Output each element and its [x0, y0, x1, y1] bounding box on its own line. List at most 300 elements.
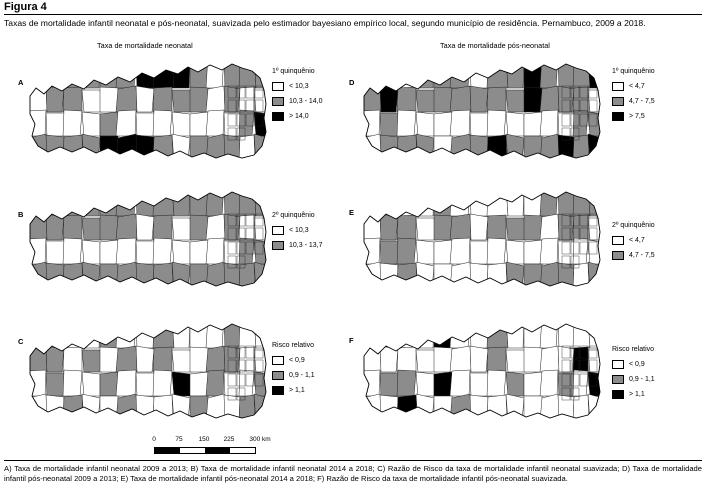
- municipality-cell: [450, 370, 470, 396]
- legend-label: > 14,0: [289, 112, 309, 120]
- municipality-cell: [82, 134, 100, 162]
- municipality-cell: [116, 134, 138, 162]
- municipality-cell: [224, 113, 241, 136]
- municipality-cell: [588, 394, 602, 422]
- municipality-cell: [224, 58, 240, 88]
- municipality-cell: [26, 238, 46, 264]
- municipality-cell: [397, 185, 418, 216]
- municipality-cell: [470, 86, 488, 112]
- municipality-cell: [116, 262, 138, 290]
- municipality-cell: [136, 395, 154, 422]
- scale-tick-0: 0: [152, 436, 156, 443]
- legend-label: < 4,7: [629, 236, 645, 244]
- municipality-cell: [82, 372, 100, 396]
- municipality-cell: [487, 347, 506, 372]
- municipality-cell: [224, 186, 240, 216]
- legend-item: [272, 239, 322, 251]
- municipality-cell: [450, 214, 471, 240]
- legend-swatch: [272, 371, 284, 380]
- municipality-cell: [588, 317, 602, 348]
- municipality-cell: [224, 135, 240, 162]
- municipality-cell: [153, 238, 172, 264]
- legend-swatch: [272, 97, 284, 106]
- municipality-cell: [206, 86, 225, 112]
- municipality-cell: [506, 372, 524, 396]
- municipality-cell: [63, 110, 82, 136]
- panel-letter-f: F: [349, 336, 354, 345]
- municipality-cell: [254, 218, 270, 240]
- municipality-cell: [588, 350, 604, 372]
- legend-title: 2º quinquênio: [612, 222, 655, 229]
- legend-label: < 10,3: [289, 82, 309, 90]
- municipality-cell: [172, 350, 192, 372]
- municipality-cell: [172, 372, 190, 396]
- legend-item: [272, 354, 315, 366]
- legend-label: > 1,1: [629, 390, 645, 398]
- municipality-cell: [224, 86, 240, 112]
- legend-title: Risco relativo: [612, 346, 655, 353]
- legend-swatch: [612, 112, 624, 121]
- municipality-cell: [206, 346, 225, 372]
- municipality-cell: [487, 317, 508, 348]
- municipality-cell: [450, 346, 471, 372]
- municipality-cell: [360, 134, 382, 162]
- legend-title: 1º quinquênio: [272, 68, 315, 75]
- municipality-cell: [136, 346, 154, 372]
- scale-ticks: [152, 436, 271, 446]
- municipality-cell: [416, 372, 434, 396]
- municipality-cell: [136, 135, 154, 162]
- municipality-cell: [82, 112, 100, 136]
- municipality-cell: [63, 185, 84, 216]
- municipality-cell: [558, 318, 574, 348]
- municipality-cell: [116, 370, 136, 396]
- municipality-cell: [26, 110, 46, 136]
- municipality-cell: [416, 350, 436, 372]
- map-panel-b: [28, 186, 266, 290]
- municipality-cell: [434, 215, 452, 240]
- municipality-cell: [540, 86, 559, 112]
- municipality-cell: [450, 394, 472, 422]
- municipality-cell: [380, 241, 399, 264]
- municipality-cell: [190, 347, 208, 372]
- municipality-cell: [450, 110, 470, 136]
- municipality-cell: [524, 396, 542, 422]
- municipality-cell: [558, 86, 574, 112]
- legend-swatch: [272, 82, 284, 91]
- legend-title: 2º quinquênio: [272, 212, 315, 219]
- municipality-cell: [416, 317, 434, 348]
- municipality-cell: [254, 57, 268, 88]
- municipality-cell: [100, 87, 118, 112]
- municipality-cell: [46, 395, 64, 422]
- municipality-cell: [116, 56, 136, 88]
- legend-label: < 4,7: [629, 82, 645, 90]
- municipality-cell: [360, 110, 380, 136]
- municipality-cell: [416, 90, 436, 112]
- municipality-cell: [82, 90, 102, 112]
- municipality-cell: [524, 87, 542, 112]
- municipality-cell: [397, 110, 416, 136]
- figure-footnote: A) Taxa de mortalidade infantil neonatal 2009 a 2013; B) Taxa de mortalidade infantil neonatal 2014 a 2018; C) Razão de Risco da taxa de mortalidade infantil neonatal suavizada; D) Taxa de mortalidade infantil pós-neonatal 2009 a 2013; E) Taxa de mortalidade infantil pós-neonatal 2014 a 2018; F) Razão de Risco da taxa de mortalidade infantil pós-neonatal suavizada.: [4, 464, 702, 484]
- legend-swatch: [612, 82, 624, 91]
- municipality-cell: [224, 241, 241, 264]
- municipality-cell: [206, 110, 224, 136]
- panel-letter-b: B: [18, 210, 24, 219]
- municipality-cell: [470, 263, 488, 290]
- map-panel-c: [28, 318, 266, 422]
- legend-label: < 10,3: [289, 226, 309, 234]
- municipality-cell: [190, 264, 208, 290]
- municipality-cell: [487, 87, 506, 112]
- municipality-cell: [487, 57, 508, 88]
- municipality-cell: [46, 263, 64, 290]
- column-title-postneonatal: Taxa de mortalidade pós-neonatal: [440, 41, 550, 50]
- municipality-cell: [26, 316, 46, 348]
- municipality-cell: [63, 215, 82, 240]
- municipality-cell: [172, 90, 192, 112]
- municipality-cell: [206, 184, 224, 216]
- municipality-cell: [172, 262, 190, 290]
- municipality-cell: [360, 346, 381, 372]
- municipality-cell: [46, 241, 65, 264]
- municipality-cell: [136, 241, 155, 264]
- legend-label: 4,7 - 7,5: [629, 97, 655, 105]
- municipality-cell: [206, 56, 224, 88]
- panel-letter-a: A: [18, 78, 24, 87]
- municipality-cell: [434, 347, 452, 372]
- municipality-cell: [397, 87, 416, 112]
- municipality-cell: [487, 395, 507, 422]
- municipality-cell: [206, 316, 224, 348]
- panel-letter-e: E: [349, 208, 355, 217]
- municipality-cell: [153, 395, 173, 422]
- legend-panel-f: [612, 346, 655, 403]
- map-panel-e: [362, 186, 600, 290]
- municipality-cell: [470, 318, 488, 348]
- map-panel-d: [362, 58, 600, 162]
- municipality-cell: [588, 218, 604, 240]
- municipality-cell: [540, 346, 559, 372]
- municipality-cell: [172, 218, 192, 240]
- municipality-cell: [487, 370, 506, 396]
- municipality-cell: [540, 184, 558, 216]
- municipality-cell: [380, 318, 398, 348]
- municipality-cell: [360, 394, 382, 422]
- municipality-cell: [558, 214, 574, 240]
- municipality-cell: [397, 238, 416, 264]
- municipality-cell: [588, 57, 602, 88]
- legend-label: 10,3 - 14,0: [289, 97, 323, 105]
- municipality-cell: [450, 86, 471, 112]
- municipality-cell: [360, 238, 380, 264]
- municipality-cell: [450, 184, 470, 216]
- legend-item: [272, 80, 322, 92]
- legend-swatch: [272, 356, 284, 365]
- municipality-cell: [573, 215, 588, 240]
- legend-item: [612, 80, 655, 92]
- municipality-cell: [470, 214, 488, 240]
- scale-tick-75: 75: [175, 436, 183, 443]
- municipality-cell: [524, 264, 542, 290]
- municipality-cell: [46, 186, 64, 216]
- municipality-cell: [416, 112, 434, 136]
- municipality-cell: [116, 184, 136, 216]
- municipality-cell: [506, 394, 524, 422]
- municipality-cell: [153, 185, 174, 216]
- municipality-cell: [82, 218, 102, 240]
- municipality-cell: [380, 395, 398, 422]
- municipality-cell: [380, 263, 398, 290]
- municipality-cell: [172, 394, 190, 422]
- municipality-cell: [136, 214, 154, 240]
- municipality-cell: [254, 394, 268, 422]
- municipality-cell: [470, 373, 489, 396]
- municipality-cell: [360, 86, 381, 112]
- municipality-cell: [224, 395, 240, 422]
- municipality-cell: [524, 136, 542, 162]
- municipality-cell: [487, 263, 507, 290]
- municipality-cell: [116, 86, 137, 112]
- municipality-cell: [153, 347, 172, 372]
- municipality-cell: [558, 135, 574, 162]
- municipality-cell: [558, 241, 575, 264]
- municipality-cell: [63, 87, 82, 112]
- municipality-cell: [206, 238, 224, 264]
- municipality-cell: [254, 317, 268, 348]
- municipality-cell: [506, 112, 524, 136]
- legend-panel-e: [612, 222, 655, 264]
- legend-swatch: [612, 390, 624, 399]
- municipality-cell: [470, 395, 488, 422]
- legend-panel-d: [612, 68, 655, 125]
- municipality-cell: [573, 347, 588, 372]
- legend-item: [612, 95, 655, 107]
- legend-item: [272, 95, 322, 107]
- scale-bar: [152, 436, 271, 454]
- municipality-cell: [239, 87, 254, 112]
- municipality-cell: [540, 238, 558, 264]
- legend-swatch: [612, 251, 624, 260]
- municipality-cell: [380, 58, 398, 88]
- municipality-cell: [558, 186, 574, 216]
- municipality-cell: [487, 185, 508, 216]
- municipality-cell: [26, 394, 48, 422]
- municipality-cell: [136, 86, 154, 112]
- municipality-cell: [558, 373, 575, 396]
- municipality-cell: [136, 58, 154, 88]
- municipality-cell: [397, 317, 418, 348]
- municipality-cell: [397, 370, 416, 396]
- legend-item: [272, 369, 315, 381]
- municipality-cell: [506, 262, 524, 290]
- municipality-cell: [360, 56, 380, 88]
- municipality-cell: [116, 238, 136, 264]
- legend-panel-a: [272, 68, 322, 125]
- municipality-cell: [254, 134, 268, 162]
- municipality-cell: [470, 186, 488, 216]
- municipality-cell: [254, 90, 270, 112]
- municipality-cell: [136, 186, 154, 216]
- municipality-cell: [100, 347, 118, 372]
- municipality-cell: [26, 86, 47, 112]
- panel-letter-d: D: [349, 78, 355, 87]
- municipality-cell: [588, 90, 604, 112]
- legend-swatch: [272, 386, 284, 395]
- municipality-cell: [206, 214, 225, 240]
- municipality-cell: [380, 135, 398, 162]
- municipality-cell: [136, 373, 155, 396]
- municipality-cell: [136, 318, 154, 348]
- legend-item: [272, 224, 322, 236]
- municipality-cell: [588, 134, 602, 162]
- legend-label: > 1,1: [289, 386, 305, 394]
- municipality-cell: [487, 238, 506, 264]
- municipality-cell: [360, 370, 380, 396]
- municipality-cell: [506, 350, 526, 372]
- municipality-cell: [26, 56, 46, 88]
- legend-swatch: [612, 360, 624, 369]
- municipality-cell: [416, 240, 434, 264]
- municipality-cell: [540, 316, 558, 348]
- municipality-cell: [46, 113, 65, 136]
- legend-item: [272, 110, 322, 122]
- municipality-cell: [172, 240, 190, 264]
- municipality-cell: [26, 346, 47, 372]
- municipality-cell: [153, 215, 172, 240]
- municipality-cell: [470, 135, 488, 162]
- municipality-cell: [397, 347, 416, 372]
- municipality-cell: [82, 394, 100, 422]
- legend-swatch: [272, 226, 284, 235]
- municipality-cell: [63, 347, 82, 372]
- municipality-cell: [82, 185, 100, 216]
- municipality-cell: [470, 113, 489, 136]
- legend-swatch: [612, 375, 624, 384]
- municipality-cell: [506, 90, 526, 112]
- municipality-cell: [190, 215, 208, 240]
- municipality-cell: [82, 240, 100, 264]
- municipality-cell: [254, 185, 268, 216]
- municipality-cell: [558, 58, 574, 88]
- municipality-cell: [397, 215, 416, 240]
- legend-item: [612, 249, 655, 261]
- municipality-cell: [254, 350, 270, 372]
- municipality-cell: [26, 184, 46, 216]
- legend-item: [612, 358, 655, 370]
- municipality-cell: [434, 87, 452, 112]
- footer-rule: [4, 460, 702, 461]
- municipality-cell: [63, 238, 82, 264]
- scale-segments: [154, 447, 256, 454]
- municipality-cell: [190, 396, 208, 422]
- municipality-cell: [239, 347, 254, 372]
- municipality-cell: [506, 218, 526, 240]
- municipality-cell: [153, 317, 174, 348]
- municipality-cell: [224, 263, 240, 290]
- municipality-cell: [416, 262, 434, 290]
- column-title-neonatal: Taxa de mortalidade neonatal: [97, 41, 193, 50]
- scale-tick-300: 300 km: [249, 436, 271, 443]
- municipality-cell: [26, 214, 47, 240]
- legend-title: 1º quinquênio: [612, 68, 655, 75]
- municipality-cell: [416, 394, 434, 422]
- municipality-cell: [416, 185, 434, 216]
- municipality-cell: [82, 350, 102, 372]
- legend-label: 4,7 - 7,5: [629, 251, 655, 259]
- municipality-cell: [172, 134, 190, 162]
- municipality-cell: [26, 262, 48, 290]
- municipality-cell: [524, 215, 542, 240]
- municipality-cell: [116, 316, 136, 348]
- municipality-cell: [558, 395, 574, 422]
- municipality-cell: [116, 214, 137, 240]
- municipality-cell: [558, 346, 574, 372]
- municipality-cell: [380, 186, 398, 216]
- municipality-cell: [63, 317, 84, 348]
- municipality-cell: [450, 316, 470, 348]
- municipality-cell: [540, 110, 558, 136]
- municipality-cell: [397, 57, 418, 88]
- legend-item: [612, 388, 655, 400]
- legend-title: Risco relativo: [272, 342, 315, 349]
- municipality-cell: [416, 218, 436, 240]
- municipality-cell: [46, 373, 65, 396]
- municipality-cell: [224, 214, 240, 240]
- figure-label: Figura 4: [4, 1, 47, 13]
- legend-panel-c: [272, 342, 315, 399]
- legend-item: [612, 110, 655, 122]
- map-panel-f: [362, 318, 600, 422]
- municipality-cell: [116, 110, 136, 136]
- municipality-cell: [380, 113, 399, 136]
- legend-label: > 7,5: [629, 112, 645, 120]
- municipality-cell: [588, 262, 602, 290]
- municipality-cell: [172, 112, 190, 136]
- municipality-cell: [82, 317, 100, 348]
- municipality-cell: [487, 110, 506, 136]
- municipality-cell: [239, 215, 254, 240]
- municipality-cell: [573, 87, 588, 112]
- scale-tick-150: 150: [198, 436, 210, 443]
- map-panel-a: [28, 58, 266, 162]
- legend-item: [612, 234, 655, 246]
- municipality-cell: [487, 135, 507, 162]
- municipality-cell: [470, 58, 488, 88]
- legend-item: [612, 373, 655, 385]
- legend-swatch: [272, 112, 284, 121]
- municipality-cell: [116, 394, 138, 422]
- municipality-cell: [470, 346, 488, 372]
- municipality-cell: [450, 56, 470, 88]
- legend-label: < 0,9: [289, 356, 305, 364]
- municipality-cell: [506, 240, 524, 264]
- municipality-cell: [82, 262, 100, 290]
- municipality-cell: [360, 214, 381, 240]
- municipality-cell: [487, 215, 506, 240]
- legend-label: 0,9 - 1,1: [629, 375, 655, 383]
- municipality-cell: [524, 347, 542, 372]
- municipality-cell: [26, 370, 46, 396]
- municipality-cell: [416, 57, 434, 88]
- municipality-cell: [63, 57, 84, 88]
- municipality-cell: [63, 370, 82, 396]
- municipality-cell: [558, 263, 574, 290]
- legend-swatch: [272, 241, 284, 250]
- municipality-cell: [153, 87, 172, 112]
- legend-swatch: [612, 236, 624, 245]
- municipality-cell: [153, 57, 174, 88]
